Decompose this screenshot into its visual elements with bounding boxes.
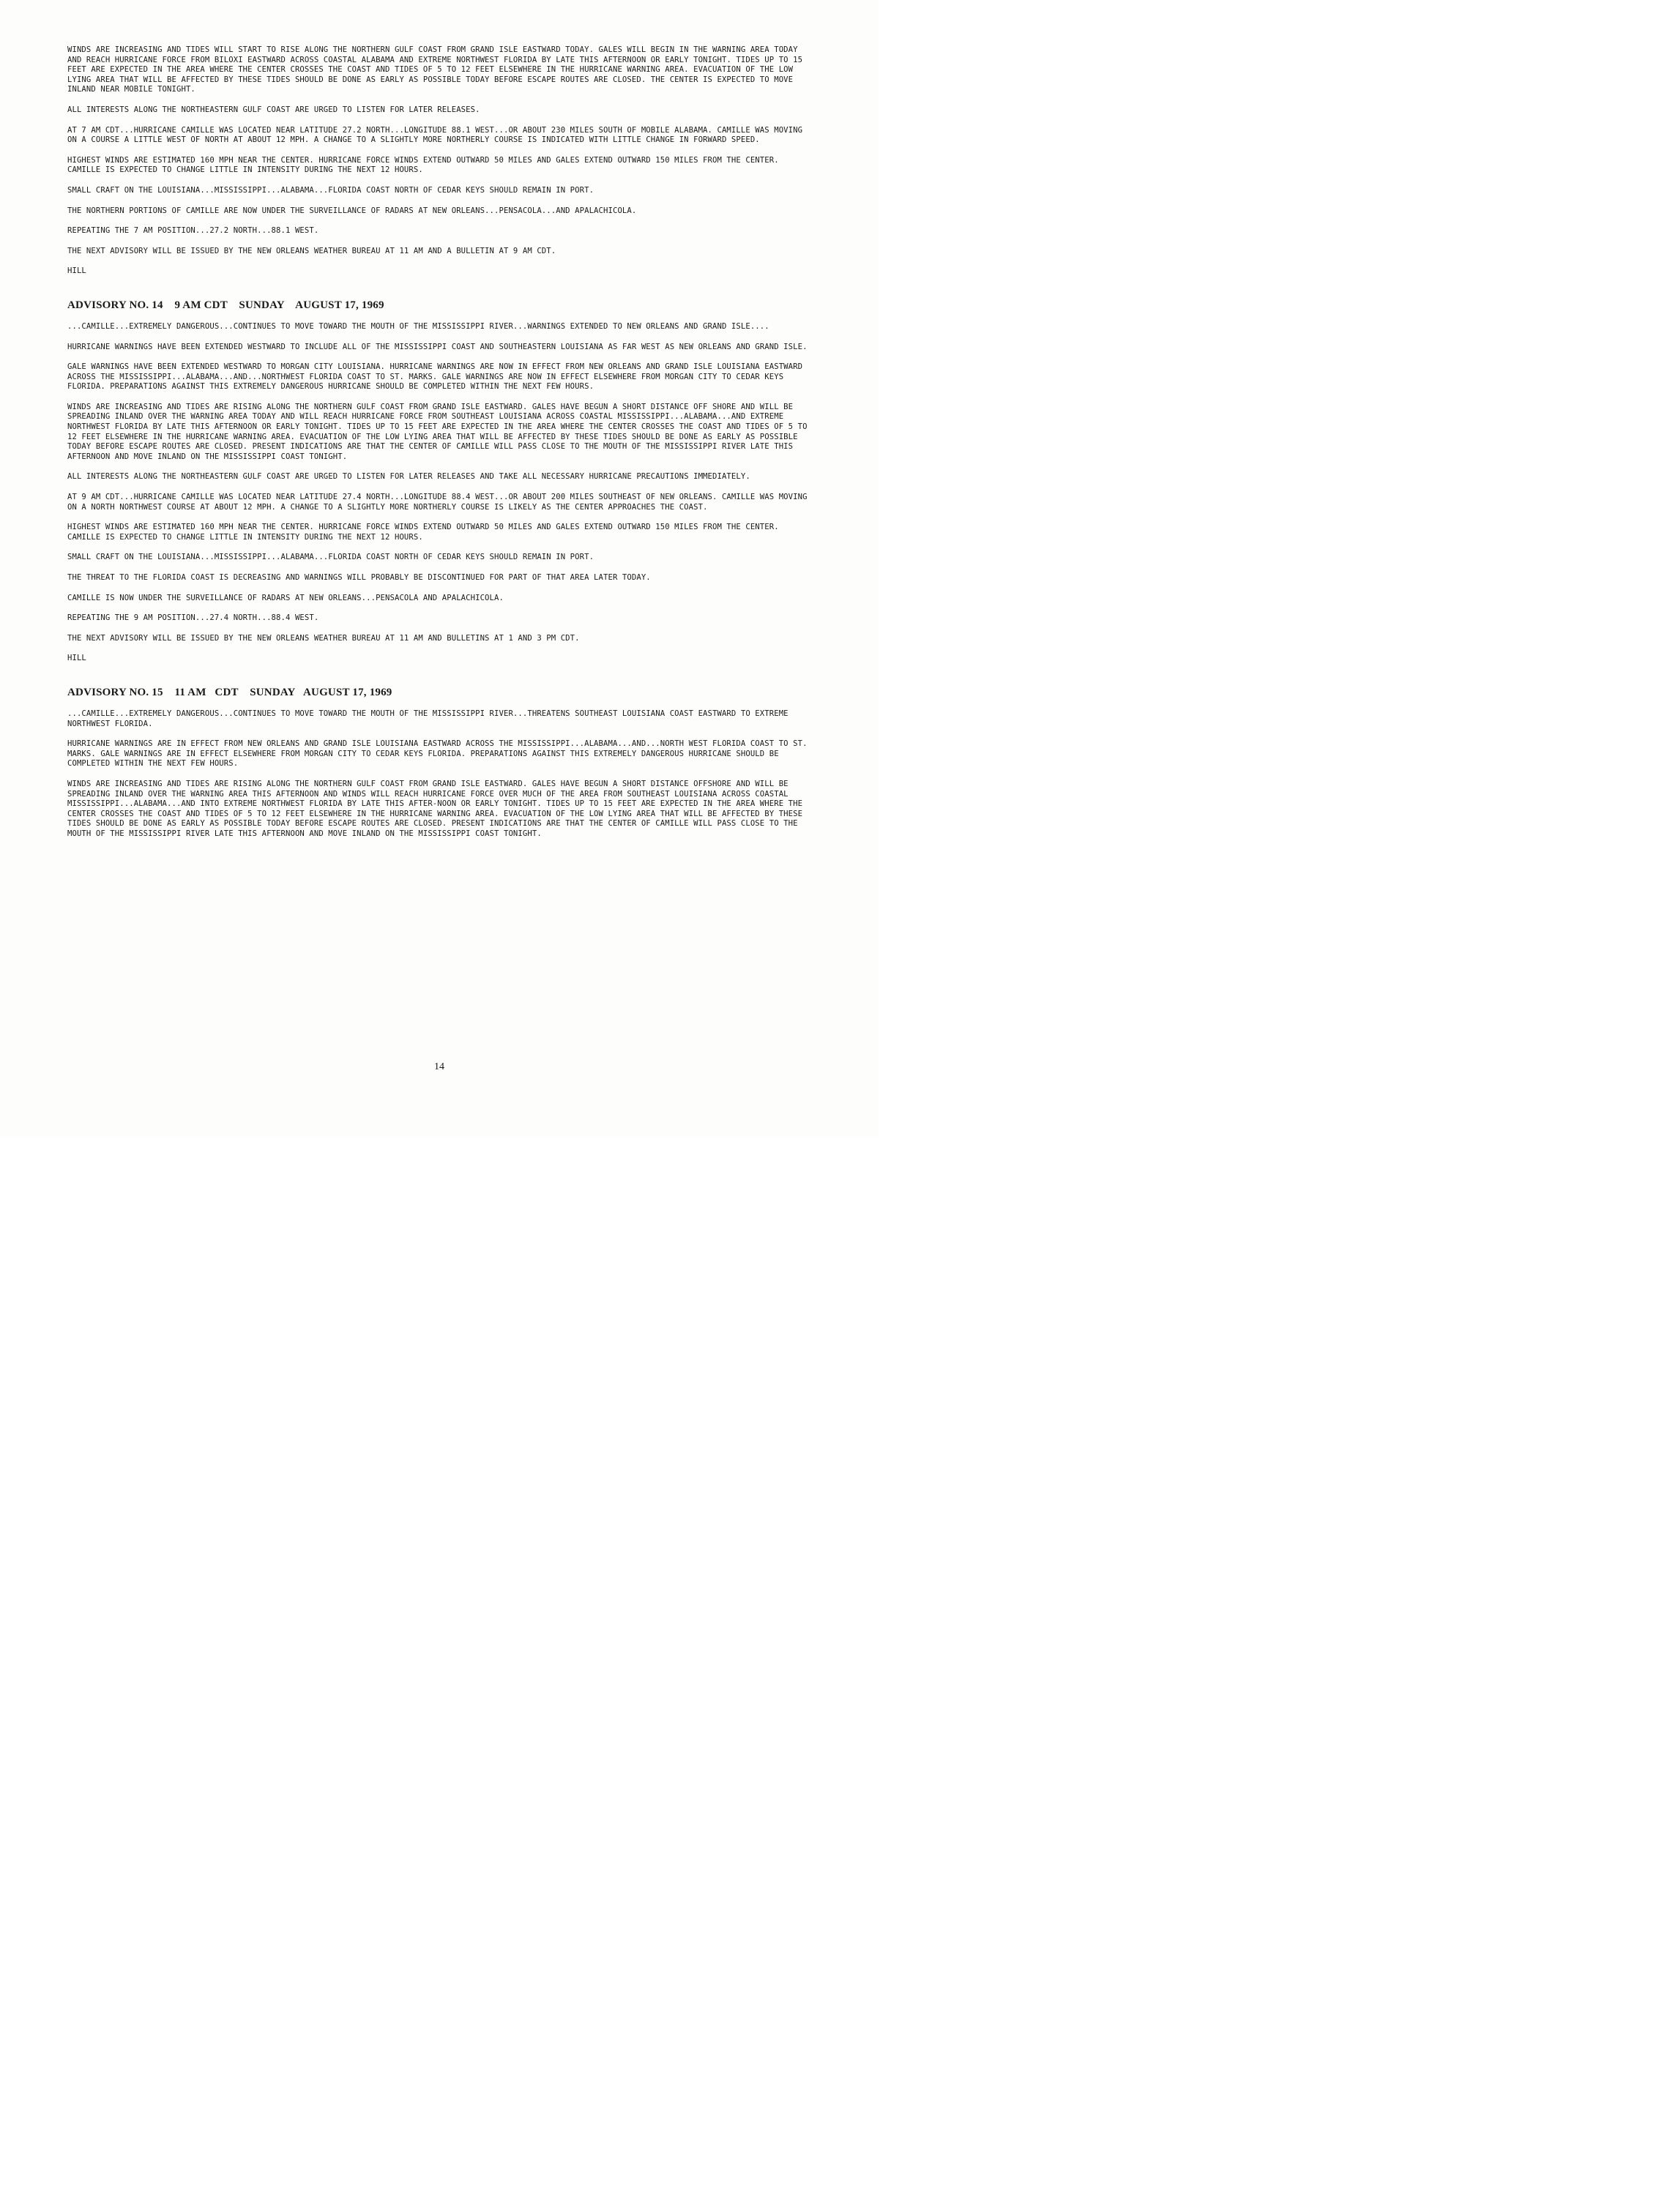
paragraph: HIGHEST WINDS ARE ESTIMATED 160 MPH NEAR THE CENTER. HURRICANE FORCE WINDS EXTEND OUTWARD 50 MILES AND GALES EXTEND OUTWARD 150 MILES FROM THE CENTER. CAMILLE IS EXPECTED TO CHANGE LITTLE IN INTENSITY DURING THE NEXT 12 HOURS. [67,155,779,175]
paragraph: ALL INTERESTS ALONG THE NORTHEASTERN GULF COAST ARE URGED TO LISTEN FOR LATER RELEASES. [67,105,480,114]
advisory-heading: ADVISORY NO. 14 9 AM CDT SUNDAY AUGUST 17, 1969 [67,299,384,311]
paragraph: WINDS ARE INCREASING AND TIDES ARE RISING ALONG THE NORTHERN GULF COAST FROM GRAND ISLE EASTWARD. GALES HAVE BEGUN A SHORT DISTANCE OFF SHORE AND WILL BE SPREADING INLAND OVER THE WARNING AREA TODAY AND WILL REACH HURRICANE FORCE FROM SOUTHEAST LOUISIANA ACROSS COASTAL MISSISSIPPI...ALABAMA...AND EXTREME NORTHWEST FLORIDA BY LATE THIS AFTERNOON OR EARLY TONIGHT. TIDES UP TO 15 FEET ARE EXPECTED IN THE AREA WHERE THE CENTER CROSSES THE COAST AND TIDES OF 5 TO 12 FEET ELSEWHERE IN THE HURRICANE WARNING AREA. EVACUATION OF THE LOW LYING AREA THAT WILL BE AFFECTED BY THESE TIDES SHOULD BE DONE AS EARLY AS POSSIBLE TODAY BEFORE ESCAPE ROUTES ARE CLOSED. PRESENT INDICATIONS ARE THAT THE CENTER OF CAMILLE WILL PASS CLOSE TO THE MOUTH OF THE MISSISSIPPI RIVER LATE THIS AFTERNOON AND MOVE INLAND ON THE MISSISSIPPI COAST TONIGHT. [67,402,808,461]
paragraph: SMALL CRAFT ON THE LOUISIANA...MISSISSIPPI...ALABAMA...FLORIDA COAST NORTH OF CEDAR KEYS SHOULD REMAIN IN PORT. [67,185,594,195]
advisory-14 [67,299,814,664]
paragraph: THE THREAT TO THE FLORIDA COAST IS DECREASING AND WARNINGS WILL PROBABLY BE DISCONTINUED FOR PART OF THAT AREA LATER TODAY. [67,573,651,582]
signature: HILL [67,266,86,276]
advisory-heading: ADVISORY NO. 15 11 AM CDT SUNDAY AUGUST 17, 1969 [67,686,392,698]
paragraph: GALE WARNINGS HAVE BEEN EXTENDED WESTWARD TO MORGAN CITY LOUISIANA. HURRICANE WARNINGS ARE NOW IN EFFECT FROM NEW ORLEANS AND GRAND ISLE LOUISIANA EASTWARD ACROSS THE MISSISSIPPI...ALABAMA...AND...NORTHWEST FLORIDA COAST TO ST. MARKS. GALE WARNINGS ARE NOW IN EFFECT ELSEWHERE FROM MORGAN CITY TO CEDAR KEYS FLORIDA. PREPARATIONS AGAINST THIS EXTREMELY DANGEROUS HURRICANE SHOULD BE COMPLETED WITHIN THE NEXT FEW HOURS. [67,362,803,392]
paragraph: AT 9 AM CDT...HURRICANE CAMILLE WAS LOCATED NEAR LATITUDE 27.4 NORTH...LONGITUDE 88.4 WEST...OR ABOUT 200 MILES SOUTHEAST OF NEW ORLEANS. CAMILLE WAS MOVING ON A NORTH NORTHWEST COURSE AT ABOUT 12 MPH. A CHANGE TO A SLIGHTLY MORE NORTHERLY COURSE IS LIKELY AS THE CENTER APPROACHES THE COAST. [67,493,808,512]
paragraph: THE NEXT ADVISORY WILL BE ISSUED BY THE NEW ORLEANS WEATHER BUREAU AT 11 AM AND BULLETINS AT 1 AND 3 PM CDT. [67,633,580,643]
signature: HILL [67,654,86,663]
paragraph: REPEATING THE 7 AM POSITION...27.2 NORTH...88.1 WEST. [67,226,319,236]
paragraph: AT 7 AM CDT...HURRICANE CAMILLE WAS LOCATED NEAR LATITUDE 27.2 NORTH...LONGITUDE 88.1 WEST...OR ABOUT 230 MILES SOUTH OF MOBILE ALABAMA. CAMILLE WAS MOVING ON A COURSE A LITTLE WEST OF NORTH AT ABOUT 12 MPH. A CHANGE TO A SLIGHTLY MORE NORTHERLY COURSE IS INDICATED WITH LITTLE CHANGE IN FORWARD SPEED. [67,125,803,145]
paragraph: CAMILLE IS NOW UNDER THE SURVEILLANCE OF RADARS AT NEW ORLEANS...PENSACOLA AND APALACHICOLA. [67,593,504,602]
paragraph: THE NORTHERN PORTIONS OF CAMILLE ARE NOW UNDER THE SURVEILLANCE OF RADARS AT NEW ORLEANS...PENSACOLA...AND APALACHICOLA. [67,206,637,215]
paragraph: SMALL CRAFT ON THE LOUISIANA...MISSISSIPPI...ALABAMA...FLORIDA COAST NORTH OF CEDAR KEYS SHOULD REMAIN IN PORT. [67,553,594,562]
paragraph: ...CAMILLE...EXTREMELY DANGEROUS...CONTINUES TO MOVE TOWARD THE MOUTH OF THE MISSISSIPPI RIVER...WARNINGS EXTENDED TO NEW ORLEANS AND GRAND ISLE.... [67,321,769,331]
continued-advisory [67,45,814,277]
paragraph: HURRICANE WARNINGS HAVE BEEN EXTENDED WESTWARD TO INCLUDE ALL OF THE MISSISSIPPI COAST AND SOUTHEASTERN LOUISIANA AS FAR WEST AS NEW ORLEANS AND GRAND ISLE. [67,342,808,351]
paragraph: HIGHEST WINDS ARE ESTIMATED 160 MPH NEAR THE CENTER. HURRICANE FORCE WINDS EXTEND OUTWARD 50 MILES AND GALES EXTEND OUTWARD 150 MILES FROM THE CENTER. CAMILLE IS EXPECTED TO CHANGE LITTLE IN INTENSITY DURING THE NEXT 12 HOURS. [67,523,779,542]
document-page [0,0,879,1137]
paragraph: REPEATING THE 9 AM POSITION...27.4 NORTH...88.4 WEST. [67,613,319,623]
page-number: 14 [434,1061,444,1072]
paragraph: ALL INTERESTS ALONG THE NORTHEASTERN GULF COAST ARE URGED TO LISTEN FOR LATER RELEASES AND TAKE ALL NECESSARY HURRICANE PRECAUTIONS IMMEDIATELY. [67,472,750,482]
paragraph: WINDS ARE INCREASING AND TIDES WILL START TO RISE ALONG THE NORTHERN GULF COAST FROM GRAND ISLE EASTWARD TODAY. GALES WILL BEGIN IN THE WARNING AREA TODAY AND REACH HURRICANE FORCE FROM BILOXI EASTWARD ACROSS COASTAL ALABAMA AND EXTREME NORTHWEST FLORIDA BY LATE THIS AFTERNOON OR EARLY TONIGHT. TIDES UP TO 15 FEET ARE EXPECTED IN THE AREA WHERE THE CENTER CROSSES THE COAST AND TIDES OF 5 TO 12 FEET ELSEWHERE IN THE HURRICANE WARNING AREA. EVACUATION OF THE LOW LYING AREA THAT WILL BE AFFECTED BY THESE TIDES SHOULD BE DONE AS EARLY AS POSSIBLE TODAY BEFORE ESCAPE ROUTES ARE CLOSED. THE CENTER IS EXPECTED TO MOVE INLAND NEAR MOBILE TONIGHT. [67,45,803,94]
page-content [67,45,814,850]
paragraph: ...CAMILLE...EXTREMELY DANGEROUS...CONTINUES TO MOVE TOWARD THE MOUTH OF THE MISSISSIPPI RIVER...THREATENS SOUTHEAST LOUISIANA COAST EASTWARD TO EXTREME NORTHWEST FLORIDA. [67,709,789,728]
paragraph: HURRICANE WARNINGS ARE IN EFFECT FROM NEW ORLEANS AND GRAND ISLE LOUISIANA EASTWARD ACROSS THE MISSISSIPPI...ALABAMA...AND...NORTH WEST FLORIDA COAST TO ST. MARKS. GALE WARNINGS ARE IN EFFECT ELSEWHERE FROM MORGAN CITY TO CEDAR KEYS FLORIDA. PREPARATIONS AGAINST THIS EXTREMELY DANGEROUS HURRICANE SHOULD BE COMPLETED WITHIN THE NEXT FEW HOURS. [67,739,808,769]
paragraph: THE NEXT ADVISORY WILL BE ISSUED BY THE NEW ORLEANS WEATHER BUREAU AT 11 AM AND A BULLETIN AT 9 AM CDT. [67,246,556,255]
paragraph: WINDS ARE INCREASING AND TIDES ARE RISING ALONG THE NORTHERN GULF COAST FROM GRAND ISLE EASTWARD. GALES HAVE BEGUN A SHORT DISTANCE OFFSHORE AND WILL BE SPREADING INLAND OVER THE WARNING AREA THIS AFTERNOON AND WINDS WILL REACH HURRICANE FORCE OVER MUCH OF THE AREA FROM SOUTHEAST LOUISIANA ACROSS COASTAL MISSISSIPPI...ALABAMA...AND INTO EXTREME NORTHWEST FLORIDA BY LATE THIS AFTER-NOON OR EARLY TONIGHT. TIDES UP TO 15 FEET ARE EXPECTED IN THE AREA WHERE THE CENTER CROSSES THE COAST AND TIDES OF 5 TO 12 FEET ELSEWHERE IN THE HURRICANE WARNING AREA. EVACUATION OF THE LOW LYING AREA THAT WILL BE AFFECTED BY THESE TIDES SHOULD BE DONE AS EARLY AS POSSIBLE TODAY BEFORE ESCAPE ROUTES ARE CLOSED. PRESENT INDICATIONS ARE THAT THE CENTER OF CAMILLE WILL PASS CLOSE TO THE MOUTH OF THE MISSISSIPPI RIVER LATE THIS AFTERNOON AND MOVE INLAND ON THE MISSISSIPPI COAST TONIGHT. [67,779,803,838]
advisory-15 [67,686,814,840]
